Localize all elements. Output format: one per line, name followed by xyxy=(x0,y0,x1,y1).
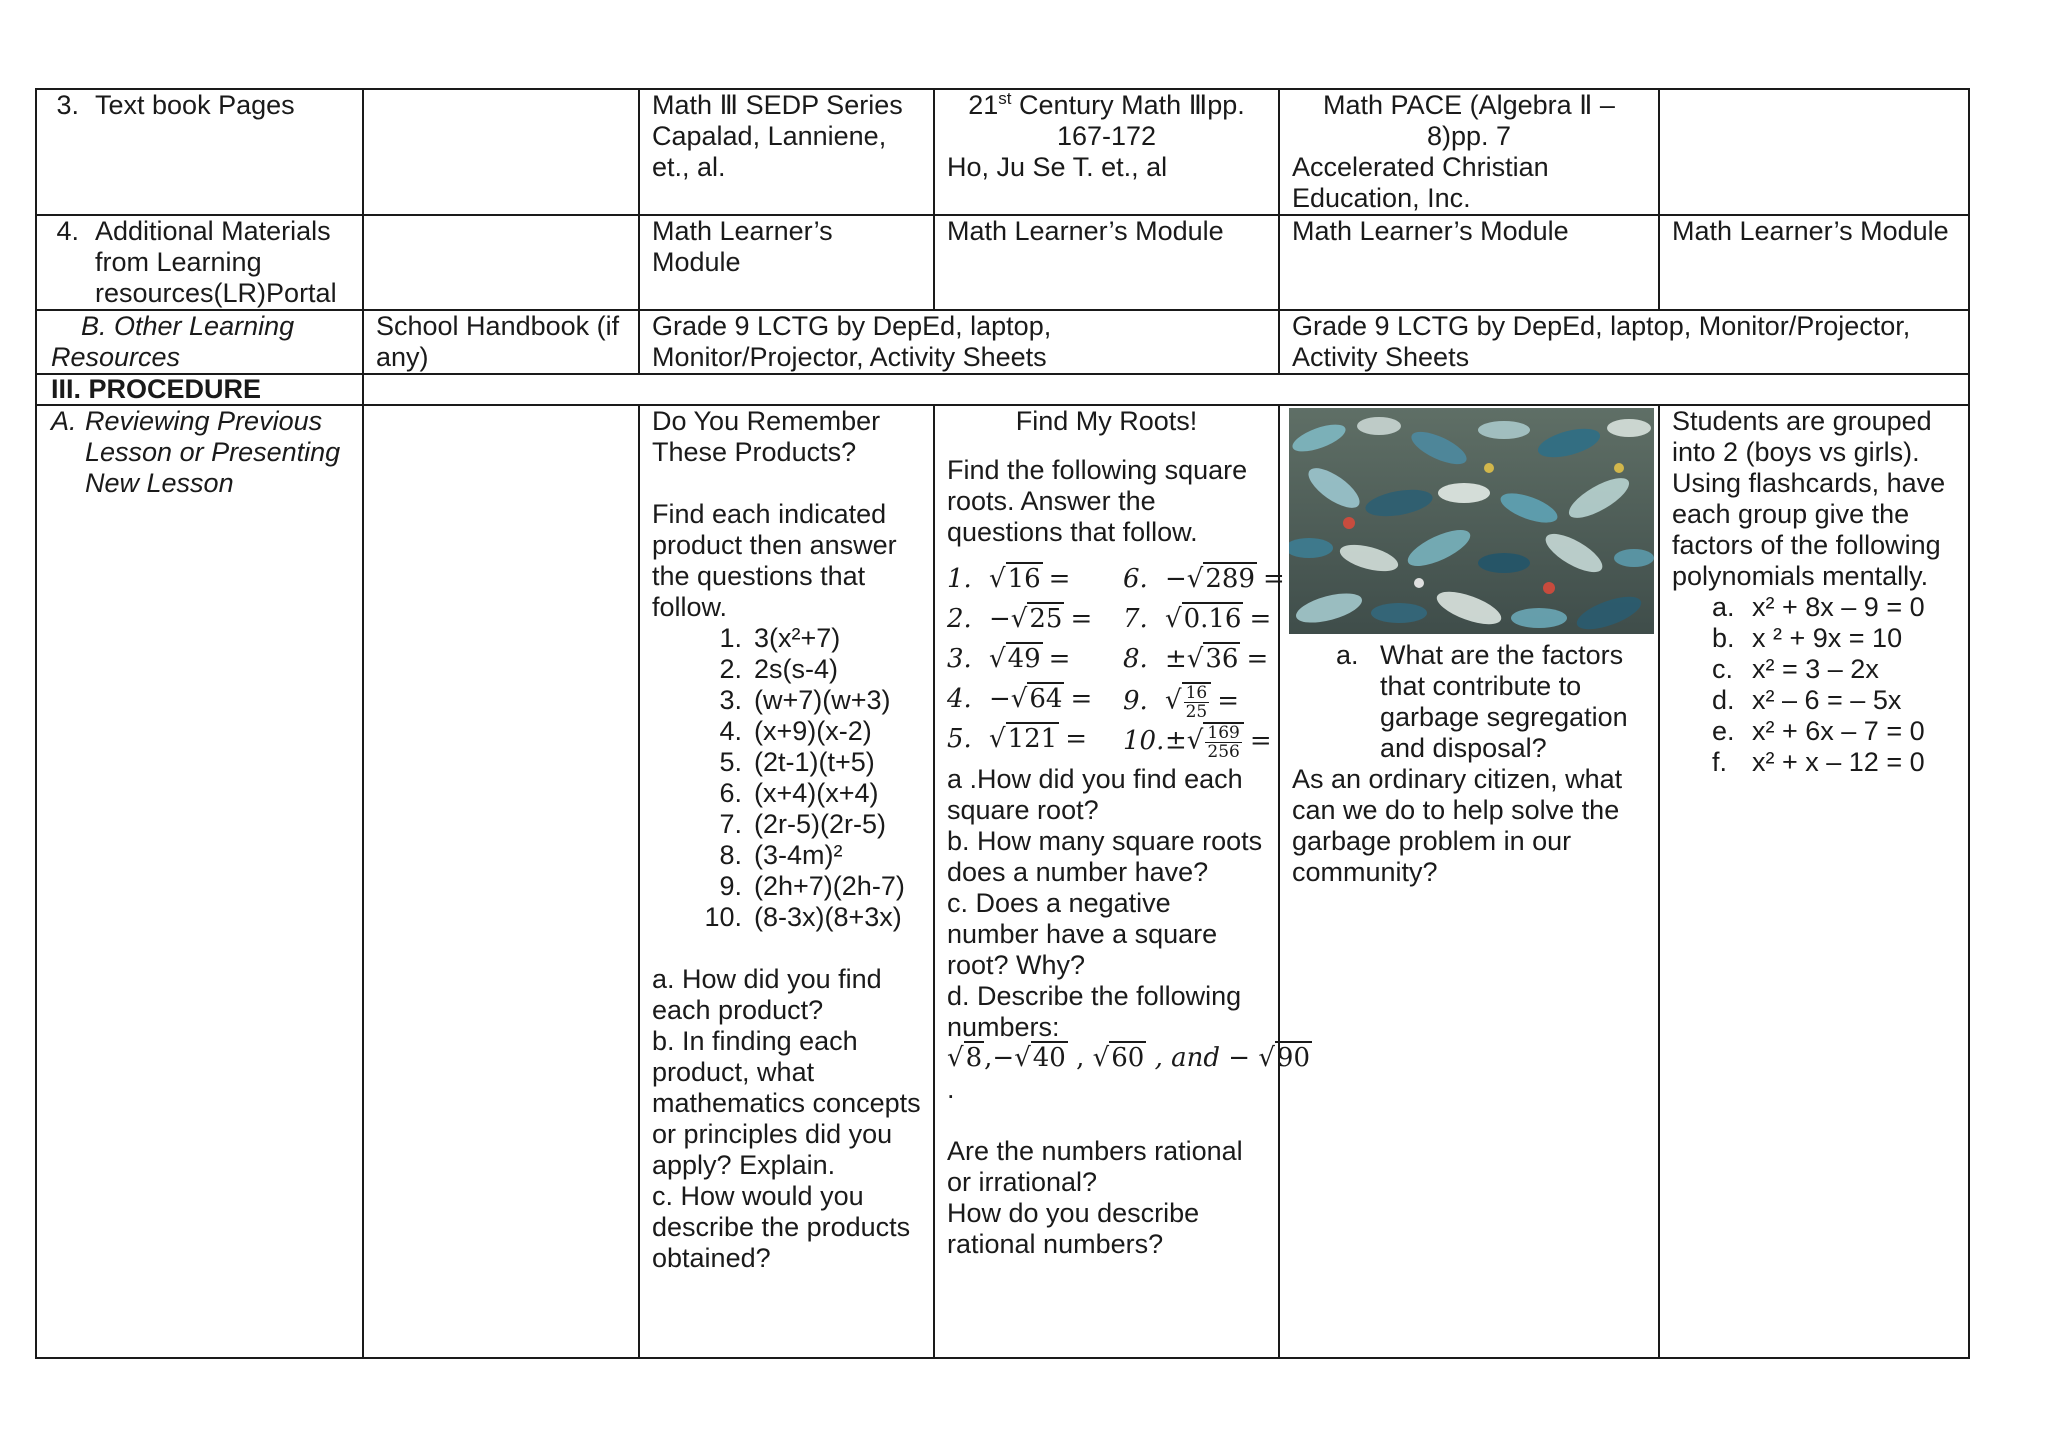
products-list-item: 3. (w+7)(w+3) xyxy=(719,685,891,715)
roots-intro-line: questions that follow. xyxy=(947,517,1198,547)
review-label-cell xyxy=(36,405,363,1358)
products-list-item: 6. (x+4)(x+4) xyxy=(719,778,879,808)
products-list-item: 4. (x+9)(x-2) xyxy=(719,716,872,746)
flashcards-intro-line: each group give the xyxy=(1672,499,1910,529)
products-question-line: c. How would you xyxy=(652,1181,864,1211)
row-other-resources xyxy=(36,310,1969,374)
roots-question-line: number have a square xyxy=(947,919,1218,949)
square-root-item: 6. −√289 = xyxy=(1123,564,1285,594)
square-root-item: 4. −√64 = xyxy=(947,684,1093,714)
row-textbook-pages xyxy=(36,89,1969,215)
polynomial-item: b. x ² + 9x = 10 xyxy=(1712,623,1903,653)
polynomial-item: f. x² + x – 12 = 0 xyxy=(1712,747,1925,777)
lctg-2-line-1: Grade 9 LCTG by DepEd, laptop, Monitor/Projector, xyxy=(1292,311,1911,341)
review-empty-cell xyxy=(363,405,639,1358)
garbage-closing-line: garbage problem in our xyxy=(1292,826,1572,856)
products-question-line: or principles did you xyxy=(652,1119,893,1149)
garbage-question xyxy=(1292,640,1646,764)
roots-question-line: square root? xyxy=(947,795,1099,825)
module-line-1: Math Learner’s xyxy=(652,216,833,246)
products-list-item: 9. (2h+7)(2h-7) xyxy=(719,871,905,901)
products-list-item: 7. (2r-5)(2r-5) xyxy=(719,809,886,839)
pace-line-1: Math PACE (Algebra Ⅱ – xyxy=(1323,90,1615,120)
products-title-line-2: These Products? xyxy=(652,437,857,467)
row-reviewing-previous-lesson xyxy=(36,405,1969,1358)
flashcards-cell xyxy=(1659,405,1969,1358)
square-roots-grid xyxy=(947,562,1285,762)
flashcards-intro-line: Using flashcards, have xyxy=(1672,468,1946,498)
expression-period: . xyxy=(947,1074,955,1104)
additional-label-number: 4. xyxy=(56,216,79,246)
handbook-line-2: any) xyxy=(376,342,429,372)
other-resources-label-line-2: Resources xyxy=(51,342,181,372)
additional-module-cell-3: Math Learner’s Module xyxy=(1279,215,1659,310)
roots-closing-line: How do you describe xyxy=(947,1198,1200,1228)
row-additional-materials xyxy=(36,215,1969,310)
garbage-question-line: and disposal? xyxy=(1380,733,1547,763)
products-question-line: obtained? xyxy=(652,1243,771,1273)
garbage-closing-line: can we do to help solve the xyxy=(1292,795,1620,825)
garbage-question-line: What are the factors xyxy=(1380,640,1624,670)
roots-question-line: c. Does a negative xyxy=(947,888,1171,918)
additional-module-cell-1 xyxy=(639,215,934,310)
sedp-line-2: Capalad, Lanniene, xyxy=(652,121,887,151)
roots-title: Find My Roots! xyxy=(1015,406,1198,436)
textbook-empty-cell xyxy=(363,89,639,215)
handbook-line-1: School Handbook (if xyxy=(376,311,620,341)
lctg-1-line-2: Monitor/Projector, Activity Sheets xyxy=(652,342,1047,372)
review-label-line-1: Reviewing Previous xyxy=(85,406,323,436)
products-intro-line-3: the questions that xyxy=(652,561,866,591)
products-intro-line-4: follow. xyxy=(652,592,728,622)
products-list-item: 10. (8-3x)(8+3x) xyxy=(704,902,902,932)
additional-module-cell-4: Math Learner’s Module xyxy=(1659,215,1969,310)
additional-label-line-1: Additional Materials xyxy=(95,216,331,246)
square-root-item: 3. √49 = xyxy=(947,644,1071,674)
products-list-item: 1. 3(x²+7) xyxy=(719,623,841,653)
additional-label-line-3: resources(LR)Portal xyxy=(95,278,337,308)
procedure-heading: III. PROCEDURE xyxy=(36,374,363,405)
square-root-item: 8. ±√36 = xyxy=(1123,644,1269,674)
roots-closing-line: Are the numbers rational xyxy=(947,1136,1243,1166)
garbage-closing-line: community? xyxy=(1292,857,1438,887)
products-intro-line-2: product then answer xyxy=(652,530,897,560)
textbook-pace-cell xyxy=(1279,89,1659,215)
square-root-item: 10.±√ $\frac{169}{256}$ = xyxy=(1123,723,1272,762)
roots-question-line: root? Why? xyxy=(947,950,1086,980)
square-root-item: 1. √16 = xyxy=(947,564,1071,594)
century-line-2: 167-172 xyxy=(1056,121,1157,151)
products-question-line: each product? xyxy=(652,995,824,1025)
roots-intro-line: Find the following square xyxy=(947,455,1248,485)
roots-question-line: d. Describe the following xyxy=(947,981,1242,1011)
polynomial-item: c. x² = 3 – 2x xyxy=(1712,654,1879,684)
roots-intro-line: roots. Answer the xyxy=(947,486,1156,516)
square-root-item: 5. √121 = xyxy=(947,724,1088,754)
additional-label-line-2: from Learning xyxy=(95,247,262,277)
find-my-roots-cell xyxy=(934,405,1310,1358)
products-question-line: describe the products xyxy=(652,1212,911,1242)
polynomial-item: a. x² + 8x – 9 = 0 xyxy=(1712,592,1925,622)
products-question-line: apply? Explain. xyxy=(652,1150,836,1180)
products-list-item: 2. 2s(s-4) xyxy=(719,654,839,684)
lctg-cell-2 xyxy=(1279,310,1969,374)
garbage-question-line: that contribute to xyxy=(1380,671,1582,701)
products-title-line-1: Do You Remember xyxy=(652,406,881,436)
lesson-plan-table xyxy=(35,88,1970,1359)
roots-question-line: does a number have? xyxy=(947,857,1209,887)
roots-closing-line: or irrational? xyxy=(947,1167,1098,1197)
textbook-label-number: 3. xyxy=(56,90,79,120)
numbers-expression: √8,−√40 , √60 , and − √90 xyxy=(947,1043,1310,1073)
products-question-line: a. How did you find xyxy=(652,964,882,994)
additional-label-cell xyxy=(36,215,363,310)
flashcards-intro-line: polynomials mentally. xyxy=(1672,561,1929,591)
polynomial-item: d. x² – 6 = – 5x xyxy=(1712,685,1902,715)
square-root-item: 2. −√25 = xyxy=(947,604,1093,634)
flashcards-intro-line: Students are grouped xyxy=(1672,406,1932,436)
polynomial-item: e. x² + 6x – 7 = 0 xyxy=(1712,716,1925,746)
lctg-2-line-2: Activity Sheets xyxy=(1292,342,1470,372)
roots-question-line: b. How many square roots xyxy=(947,826,1263,856)
century-line-3: Ho, Ju Se T. et., al xyxy=(947,152,1168,182)
remember-products-cell xyxy=(639,405,934,1358)
school-handbook-cell xyxy=(363,310,639,374)
square-root-item: 9. √ $\frac{16}{25}$ = xyxy=(1123,683,1240,722)
textbook-label: Text book Pages xyxy=(95,90,295,120)
products-list-item: 5. (2t-1)(t+5) xyxy=(719,747,875,777)
textbook-sedp-cell xyxy=(639,89,934,215)
additional-module-cell-2: Math Learner’s Module xyxy=(934,215,1279,310)
flashcards-intro-line: into 2 (boys vs girls). xyxy=(1672,437,1920,467)
additional-empty-cell xyxy=(363,215,639,310)
row-procedure xyxy=(36,374,1969,405)
roots-question-line: numbers: xyxy=(947,1012,1060,1042)
garbage-question-letter: a. xyxy=(1336,640,1359,670)
roots-closing-line: rational numbers? xyxy=(947,1229,1164,1259)
products-list-item: 8. (3-4m)² xyxy=(719,840,843,870)
products-question-line: b. In finding each xyxy=(652,1026,858,1056)
review-label-letter: A. xyxy=(51,406,77,436)
products-question-line: mathematics concepts xyxy=(652,1088,921,1118)
review-label-line-3: New Lesson xyxy=(85,468,234,498)
garbage-question-line: garbage segregation xyxy=(1380,702,1628,732)
products-list xyxy=(652,623,921,933)
pace-line-3: Accelerated Christian xyxy=(1292,152,1549,182)
flashcards-intro-line: factors of the following xyxy=(1672,530,1941,560)
textbook-label-cell xyxy=(36,89,363,215)
square-root-item: 7. √0.16 = xyxy=(1123,604,1272,634)
pace-line-2: 8)pp. 7 xyxy=(1426,121,1512,151)
century-line-1: 21st Century Math Ⅲpp. xyxy=(968,89,1245,120)
sedp-line-1: Math Ⅲ SEDP Series xyxy=(652,90,903,120)
garbage-pile-image xyxy=(1289,408,1654,634)
other-resources-label-cell xyxy=(36,310,363,374)
sedp-line-3: et., al. xyxy=(652,152,726,182)
lctg-cell-1 xyxy=(639,310,1279,374)
review-label-line-2: Lesson or Presenting xyxy=(85,437,341,467)
lctg-1-line-1: Grade 9 LCTG by DepEd, laptop, xyxy=(652,311,1052,341)
module-line-2: Module xyxy=(652,247,741,277)
garbage-closing-line: As an ordinary citizen, what xyxy=(1292,764,1623,794)
textbook-century-cell xyxy=(934,89,1279,215)
procedure-empty-cell xyxy=(363,374,1969,405)
textbook-empty-cell-2 xyxy=(1659,89,1969,215)
products-question-line: product, what xyxy=(652,1057,815,1087)
pace-line-4: Education, Inc. xyxy=(1292,183,1471,213)
roots-question-line: a .How did you find each xyxy=(947,764,1243,794)
products-intro-line-1: Find each indicated xyxy=(652,499,887,529)
garbage-problem-cell xyxy=(1279,405,1659,1358)
other-resources-label-line-1: B. Other Learning xyxy=(81,311,295,341)
